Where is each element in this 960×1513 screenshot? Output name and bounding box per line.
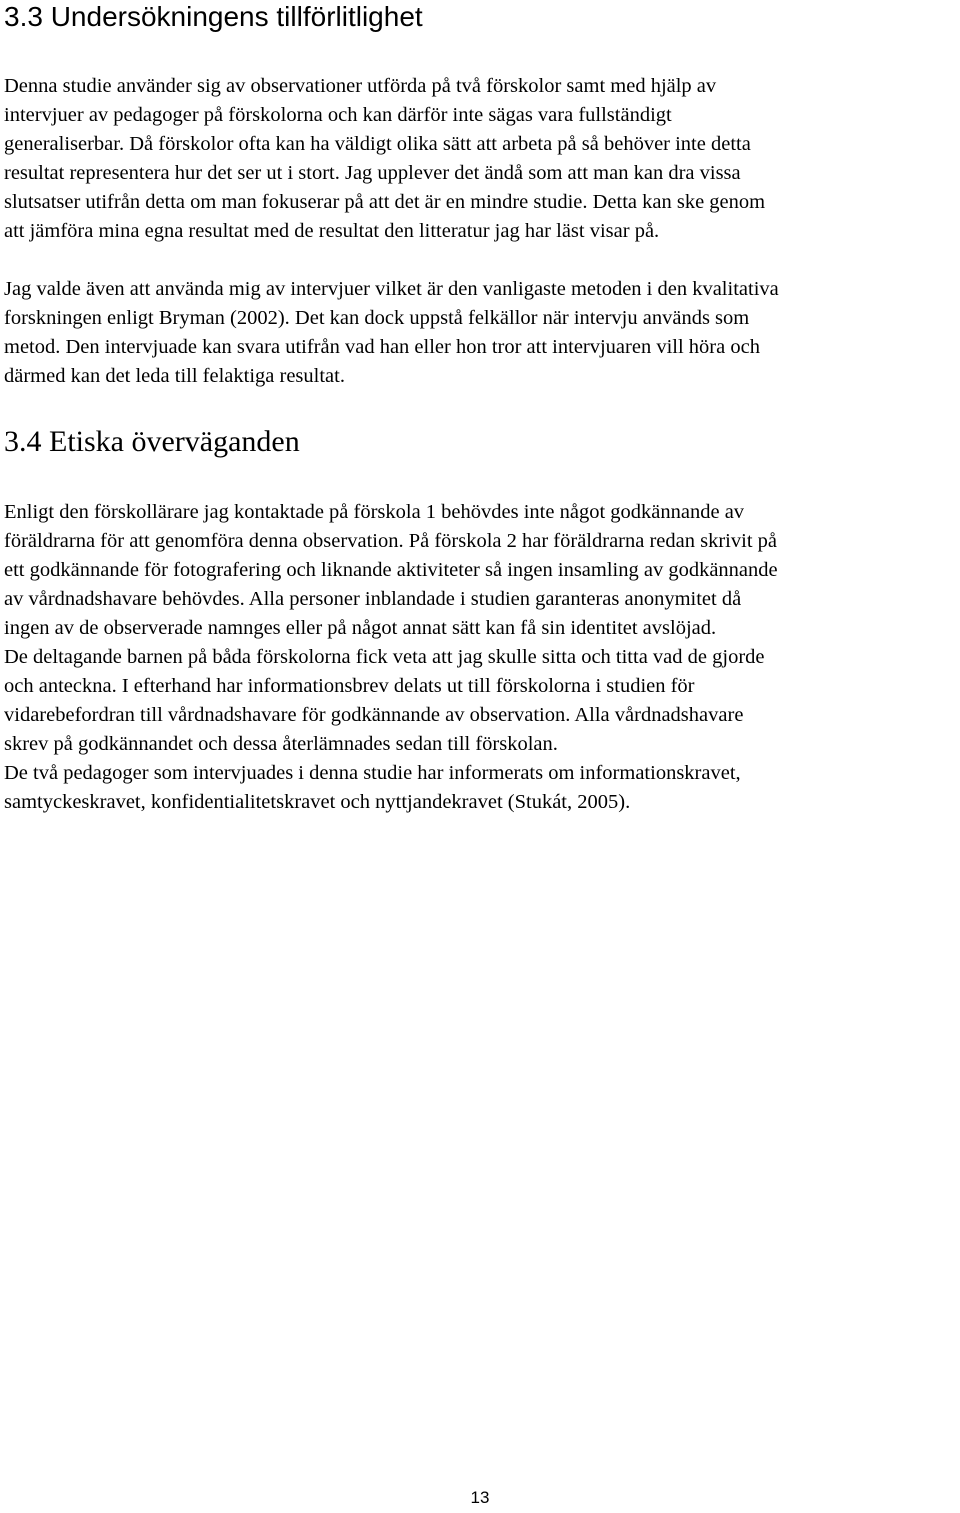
text-line: De två pedagoger som intervjuades i denna studie har informerats om informationskravet, xyxy=(4,762,741,784)
text-line: generaliserbar. Då förskolor ofta kan ha väldigt olika sätt att arbeta på så behöver inte detta xyxy=(4,133,751,155)
text-line: och anteckna. I efterhand har informationsbrev delats ut till förskolorna i studien för xyxy=(4,675,695,697)
text-line: Denna studie använder sig av observationer utförda på två förskolor samt med hjälp av xyxy=(4,75,717,97)
paragraph-ethics xyxy=(4,498,960,817)
section-heading-3-4: 3.4 Etiska överväganden xyxy=(4,425,300,458)
text-line: metod. Den intervjuade kan svara utifrån vad han eller hon tror att intervjuaren vill höra och xyxy=(4,336,760,358)
paragraph-reliability-1 xyxy=(4,72,960,246)
page-number: 13 xyxy=(470,1488,490,1507)
text-line: av vårdnadshavare behövdes. Alla personer inblandade i studien garanteras anonymitet då xyxy=(4,588,742,610)
text-line: slutsatser utifrån detta om man fokuserar på att det är en mindre studie. Detta kan ske genom xyxy=(4,191,766,213)
text-line: ingen av de observerade namnges eller på något annat sätt kan få sin identitet avslöjad. xyxy=(4,617,717,639)
text-line: därmed kan det leda till felaktiga resultat. xyxy=(4,365,345,387)
text-line: forskningen enligt Bryman (2002). Det kan dock uppstå felkällor när intervju används som xyxy=(4,307,750,329)
section-heading-3-3: 3.3 Undersökningens tillförlitlighet xyxy=(4,1,423,32)
text-line: föräldrarna för att genomföra denna observation. På förskola 2 har föräldrarna redan skrivit på xyxy=(4,530,777,552)
text-line: samtyckeskravet, konfidentialitetskravet och nyttjandekravet (Stukát, 2005). xyxy=(4,791,631,813)
text-line: Jag valde även att använda mig av intervjuer vilket är den vanligaste metoden i den kvalitativa xyxy=(4,278,779,300)
text-line: skrev på godkännandet och dessa återlämnades sedan till förskolan. xyxy=(4,733,558,755)
text-line: ett godkännande för fotografering och liknande aktiviteter så ingen insamling av godkännande xyxy=(4,559,778,581)
text-line: Enligt den förskollärare jag kontaktade på förskola 1 behövdes inte något godkännande av xyxy=(4,501,745,523)
text-line: intervjuer av pedagoger på förskolorna och kan därför inte sägas vara fullständigt xyxy=(4,104,672,126)
text-line: De deltagande barnen på båda förskolorna fick veta att jag skulle sitta och titta vad de gjorde xyxy=(4,646,765,668)
text-line: att jämföra mina egna resultat med de resultat den litteratur jag har läst visar på. xyxy=(4,220,660,242)
text-line: resultat representera hur det ser ut i stort. Jag upplever det ändå som att man kan dra vissa xyxy=(4,162,741,184)
paragraph-reliability-2 xyxy=(4,275,960,391)
text-line: vidarebefordran till vårdnadshavare för godkännande av observation. Alla vårdnadshavare xyxy=(4,704,744,726)
